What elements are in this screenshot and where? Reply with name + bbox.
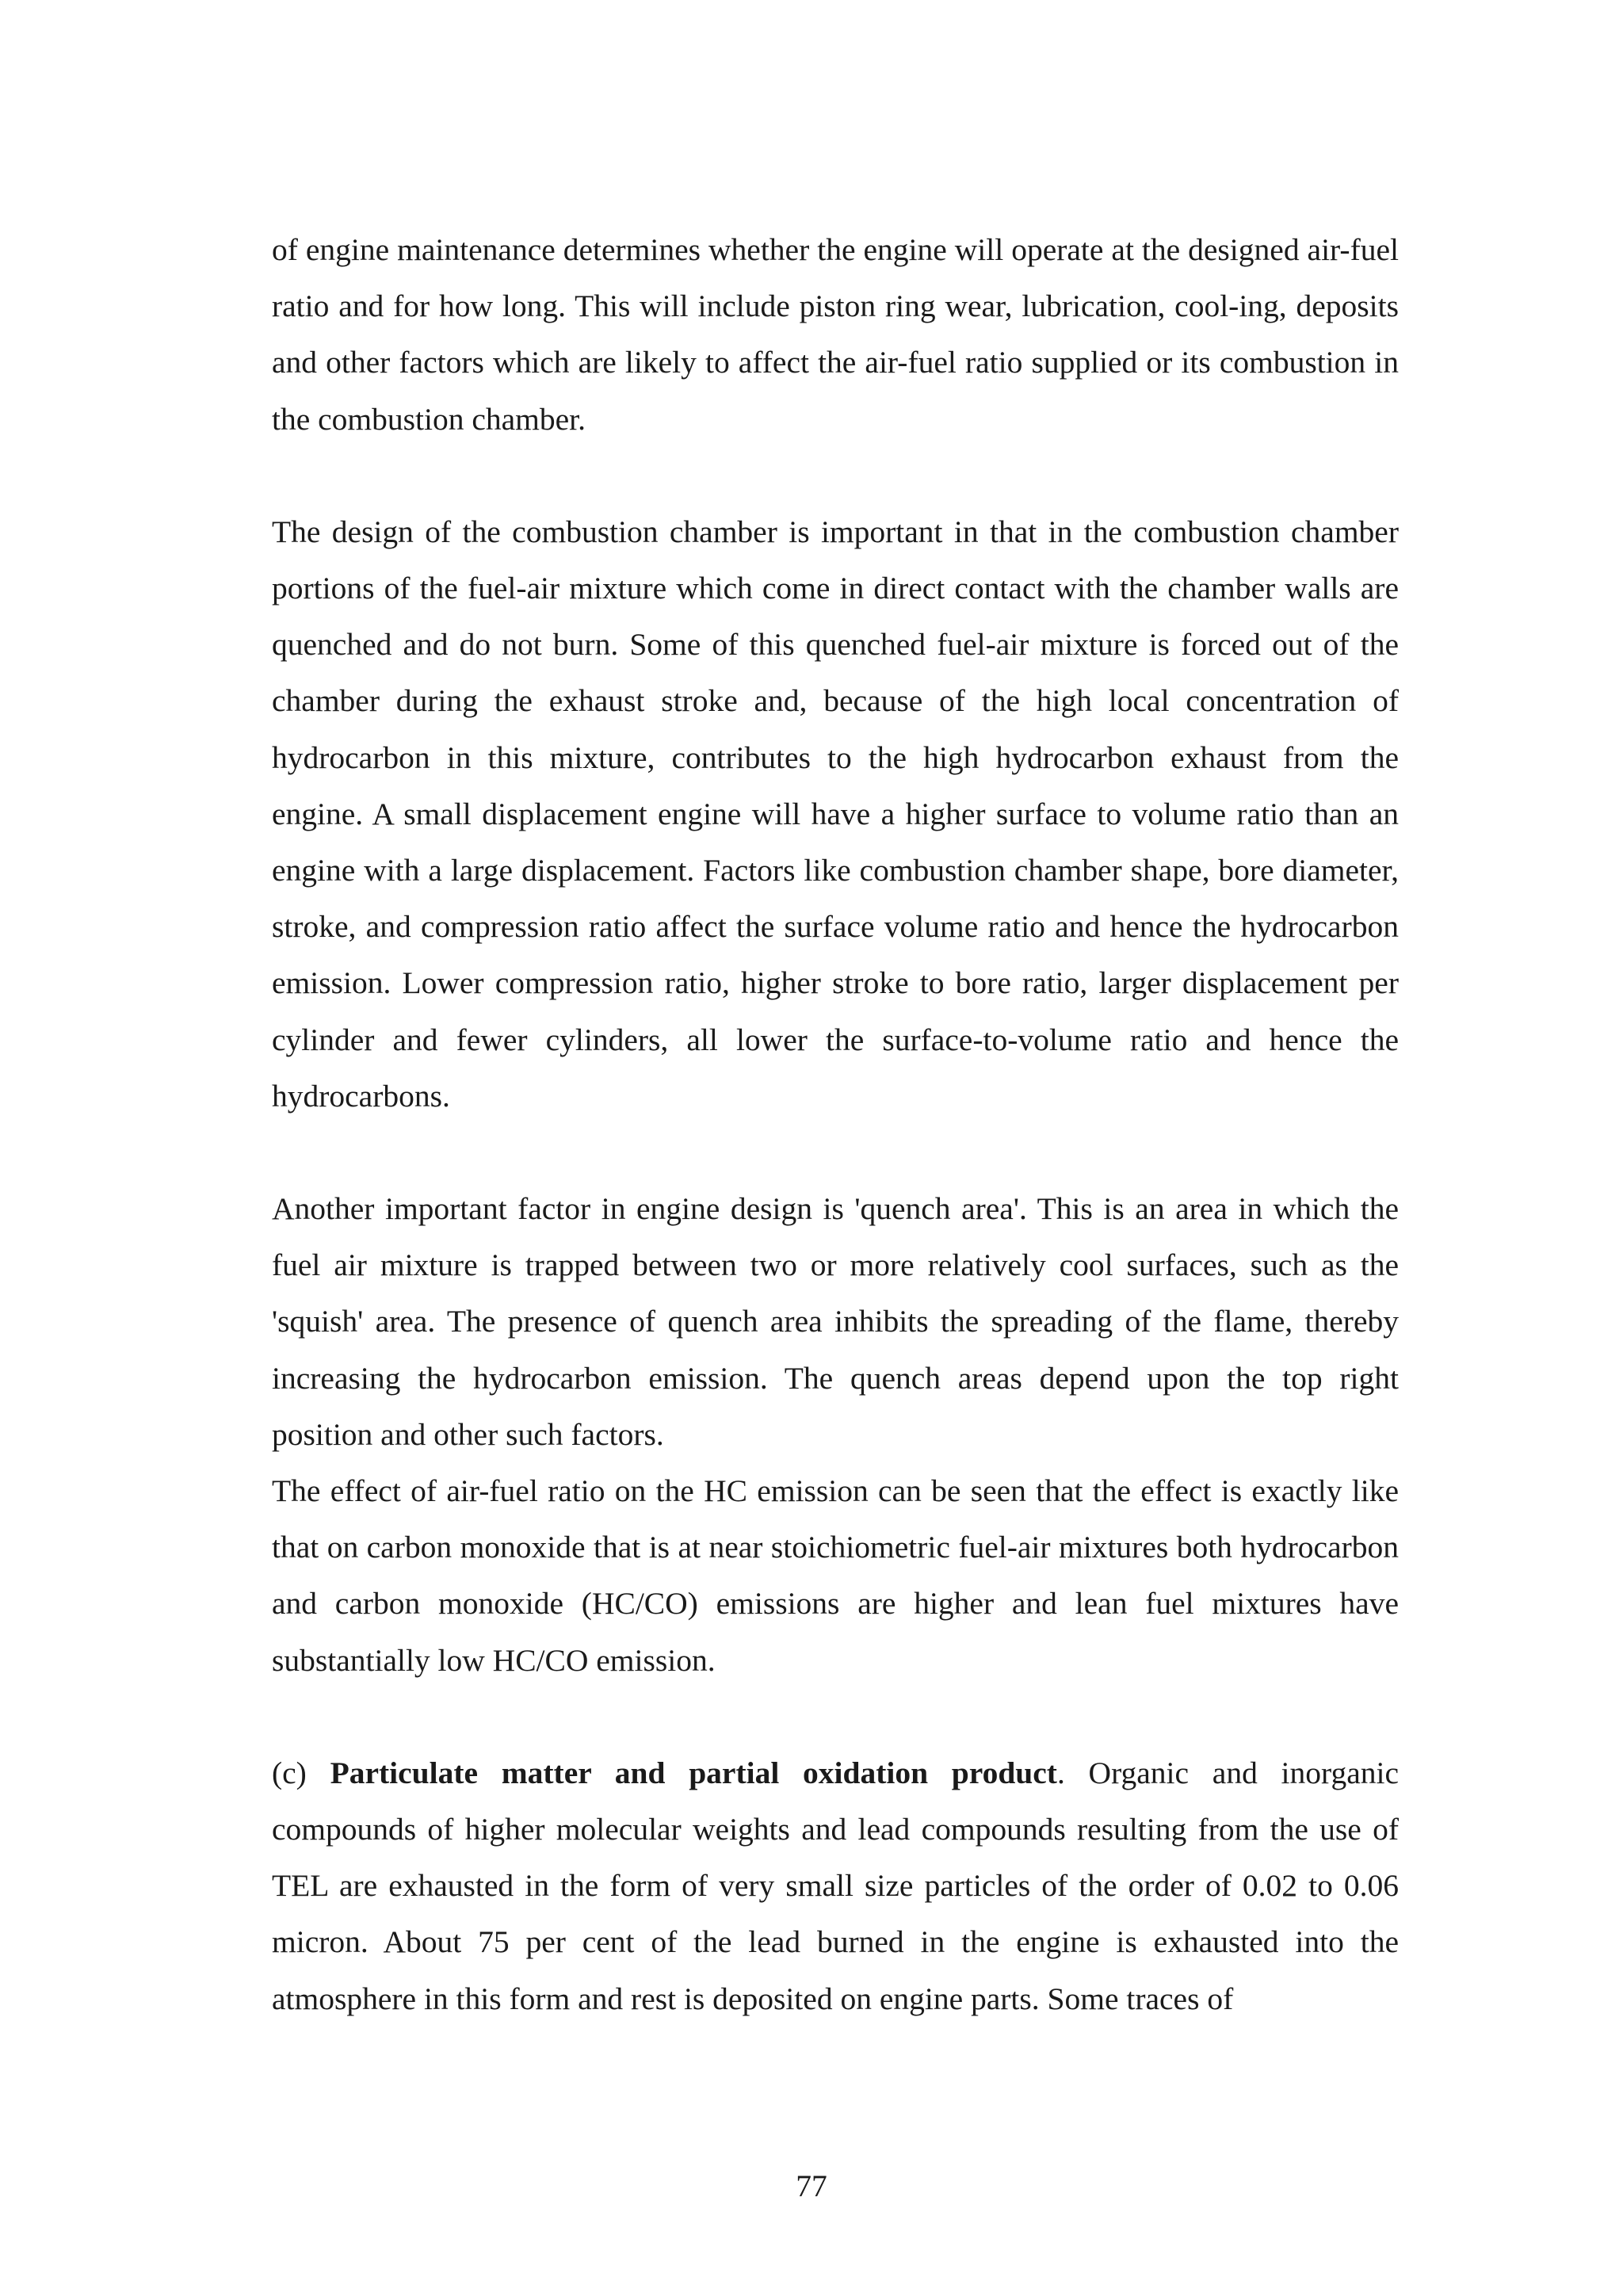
- paragraph-particulate-matter: [272, 1745, 1399, 2027]
- body-text: [272, 222, 1399, 2027]
- paragraph-combustion-chamber-design: The design of the combustion chamber is important in that in the combustion chamber portions of the fuel-air mixture which come in direct contact with the chamber walls are quenched and do not burn. Some of this quenched fuel-air mixture is forced out of the chamber during the exhaust stroke and, because of the high local concentration of hydrocarbon in this mixture, contributes to the high hydrocarbon exhaust from the engine. A small displacement engine will have a higher surface to volume ratio than an engine with a large displacement. Factors like combustion chamber shape, bore diameter, stroke, and compression ratio affect the surface volume ratio and hence the hydrocarbon emission. Lower compression ratio, higher stroke to bore ratio, larger displacement per cylinder and fewer cylinders, all lower the surface-to-volume ratio and hence the hydrocarbons.: [272, 514, 1399, 1114]
- section-label: (c): [272, 1755, 330, 1790]
- paragraph-engine-maintenance: of engine maintenance determines whether the engine will operate at the designed air-fuel ratio and for how long. This will include piston ring wear, lubrication, cool-ing, deposits and other factors which are likely to affect the air-fuel ratio supplied or its combustion in the combustion chamber.: [272, 232, 1399, 437]
- section-heading: Particulate matter and partial oxidation product: [330, 1755, 1057, 1790]
- paragraph-quench-area: Another important factor in engine design is 'quench area'. This is an area in which the fuel air mixture is trapped between two or more relatively cool surfaces, such as the 'squish' area. The presence of quench area inhibits the spreading of the flame, thereby increasing the hydrocarbon emission. The quench areas depend upon the top right position and other such factors.: [272, 1191, 1399, 1452]
- paragraph-air-fuel-ratio: The effect of air-fuel ratio on the HC emission can be seen that the effect is exactly like that on carbon monoxide that is at near stoichiometric fuel-air mixtures both hydrocarbon and carbon monoxide (HC/CO) emissions are higher and lean fuel mixtures have substantially low HC/CO emission.: [272, 1473, 1399, 1678]
- page-number: 77: [796, 2168, 827, 2203]
- section-body: . Organic and inorganic compounds of higher molecular weights and lead compounds resulting from the use of TEL are exhausted in the form of very small size particles of the order of 0.02 to 0.06 micron. About 75 per cent of the lead burned in the engine is exhausted into the atmosphere in this form and rest is deposited on engine parts. Some traces of: [272, 1755, 1399, 2016]
